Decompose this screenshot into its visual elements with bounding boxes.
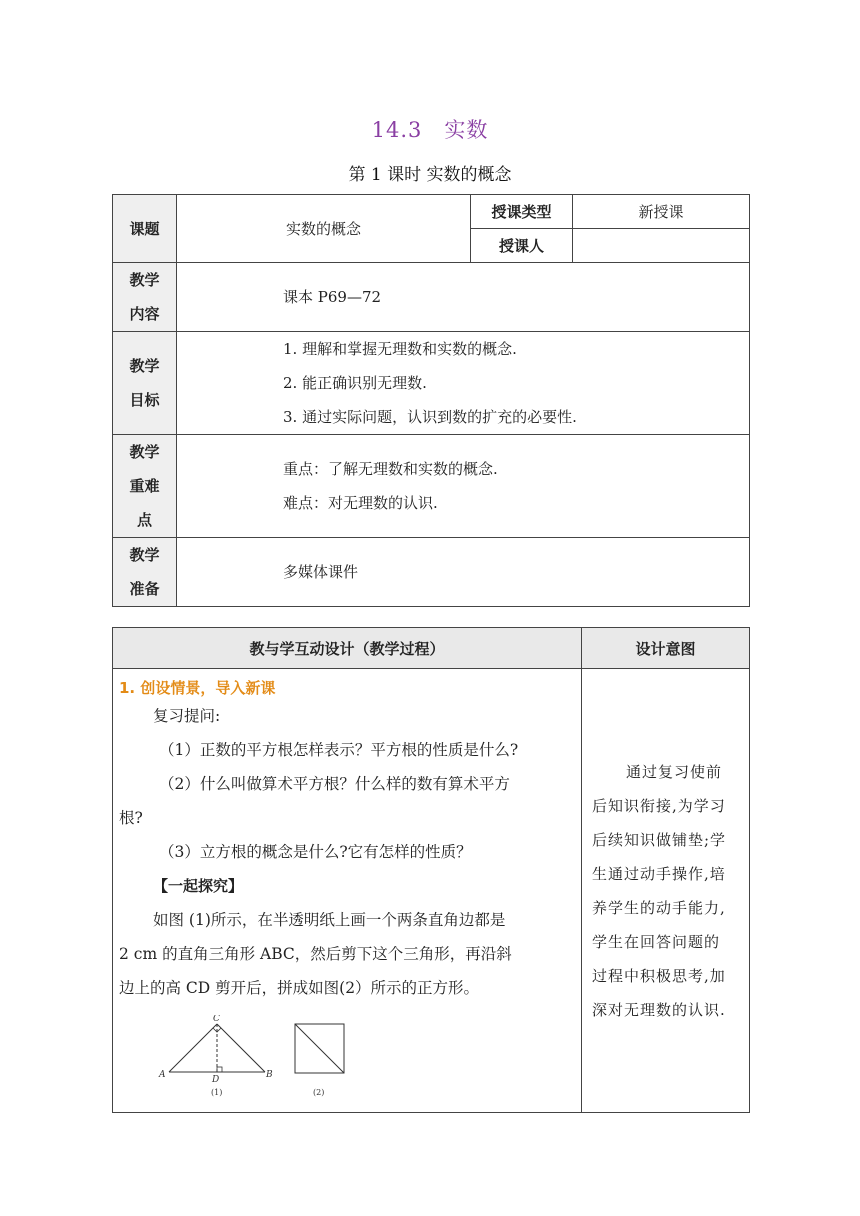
question-1: （1）正数的平方根怎样表示？平方根的性质是什么? [159,741,519,759]
point-d-label: D [212,1075,220,1085]
process-header: 教与学互动设计（教学过程） [113,628,582,669]
teacher-value [573,229,750,263]
explore-text-1: 如图 (1)所示，在半透明纸上画一个两条直角边都是 [153,911,506,929]
explore-title: 【一起探究】 [153,877,244,895]
figure-1-label: (1) [211,1088,223,1097]
point-c-label: C [213,1015,220,1024]
lesson-type-value: 新授课 [573,195,750,229]
intent-line: 养学生的动手能力, [592,898,726,917]
difficulty-label: 教学 重难 点 [113,435,177,538]
intent-line: 通过复习使前 [626,762,723,781]
lesson-info-table [112,194,750,607]
point-b-label: B [266,1070,273,1080]
difficult-point: 难点：对无理数的认识. [283,494,438,512]
intent-line: 学生在回答问题的 [592,932,721,951]
intent-line: 过程中积极思考,加 [592,966,726,985]
goal-item: 3. 通过实际问题，认识到数的扩充的必要性. [283,408,577,426]
topic-label: 课题 [113,195,177,263]
question-2: （2）什么叫做算术平方根？什么样的数有算术平方 [159,775,510,793]
key-point: 重点：了解无理数和实数的概念. [283,460,498,478]
prep-label: 教学 准备 [113,538,177,607]
goals-label: 教学 目标 [113,332,177,435]
process-content [113,669,582,1113]
question-2-cont: 根? [119,809,143,827]
goal-item: 2. 能正确识别无理数. [283,374,427,392]
explore-text-2: 2 cm 的直角三角形 ABC，然后剪下这个三角形，再沿斜 [119,945,512,963]
question-3: （3）立方根的概念是什么?它有怎样的性质？ [159,843,472,861]
goals-list [177,332,750,435]
goal-item: 1. 理解和掌握无理数和实数的概念. [283,340,517,358]
review-label: 复习提问: [153,707,221,725]
difficulty-points [177,435,750,538]
step1-title: 1. 创设情景，导入新课 [119,679,276,697]
content-label: 教学 内容 [113,263,177,332]
design-intent [582,669,750,1113]
teaching-process-table [112,627,750,1113]
page-title: 14.3 实数 [371,118,489,142]
lesson-type-label: 授课类型 [471,195,573,229]
intent-line: 生通过动手操作,培 [592,864,726,883]
intent-header: 设计意图 [582,628,750,669]
content-value: 课本 P69—72 [177,263,750,332]
point-a-label: A [159,1070,166,1080]
page-subtitle: 第 1 课时 实数的概念 [348,165,512,185]
figure-2-label: (2) [313,1088,325,1097]
prep-value: 多媒体课件 [177,538,750,607]
triangle-square-figure [153,1015,373,1105]
explore-text-3: 边上的高 CD 剪开后，拼成如图(2）所示的正方形。 [119,979,480,997]
intent-line: 深对无理数的认识. [592,1000,726,1019]
intent-line: 后续知识做铺垫;学 [592,830,727,849]
intent-line: 后知识衔接,为学习 [592,796,726,815]
topic-value: 实数的概念 [177,195,471,263]
teacher-label: 授课人 [471,229,573,263]
